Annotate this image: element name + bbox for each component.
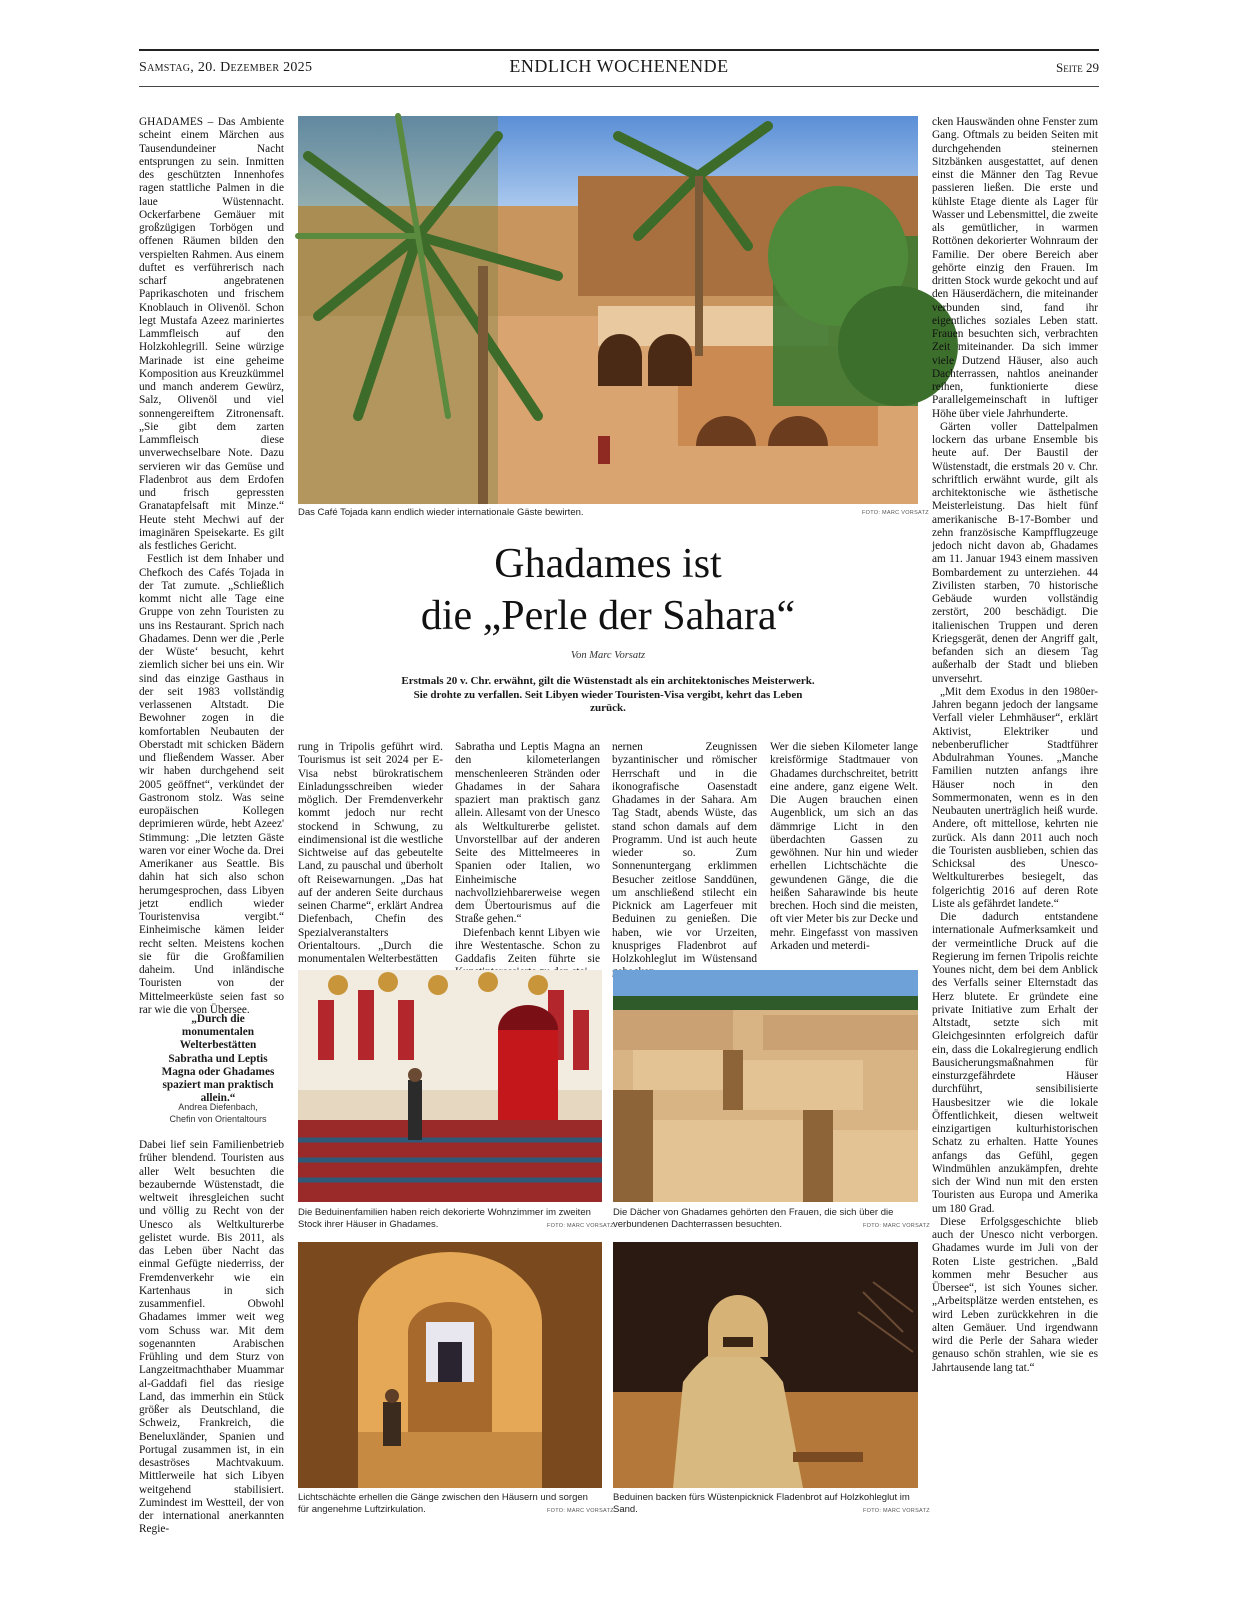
photo-4-caption: Beduinen backen fürs Wüstenpicknick Fladenbrot auf Holzkohleglut im Sand. xyxy=(613,1492,910,1515)
text-column-6 xyxy=(932,116,1098,1550)
living-room-image xyxy=(298,970,602,1202)
issue-date: Samstag, 20. Dezember 2025 xyxy=(139,60,313,75)
text-column-2 xyxy=(298,741,443,963)
corridor-image xyxy=(298,1242,602,1488)
photo-3-caption: Lichtschächte erhellen die Gänge zwischen den Häusern und sorgen für angenehme Luftzirkulation. xyxy=(298,1492,588,1515)
bedouin-image xyxy=(613,1242,918,1488)
text-column-3 xyxy=(455,741,600,963)
photo-bedouin-baking xyxy=(613,1242,918,1488)
courtyard-image xyxy=(298,116,918,504)
photo-4-credit: FOTO: MARC VORSATZ xyxy=(863,1508,930,1514)
paragraph: Die dadurch entstandene internationale Aufmerksamkeit und der vermeintliche Druck auf die Regierung im fernen Tripolis reichte Younes nicht, dem bei dem Anblick des Verfalls seiner Elternstadt das Herz blutete. Er gründete eine private Initiative zum Erhalt der Altstadt, setzte sich mit Gleichgesinnten erfolgreich dafür ein, dass die Lokalregierung endlich Bausicherungsmaßnahmen für einsturzgefährdete Häuser durchführt, sensibilisierte Hausbesitzer wie die lokale Öffentlichkeit, diesen weltweit einzigartigen kulturhistorischen Schatz zu erhalten. Hatte Younes anfangs das Gefühl, gegen Windmühlen anzukämpfen, drehte sich der Wind nun mit den ersten Touristen aus Europa und Amerika um 180 Grad. xyxy=(932,911,1098,1215)
header-bottom-rule xyxy=(139,86,1099,87)
article-headline xyxy=(298,538,918,642)
paragraph: Festlich ist dem Inhaber und Chefkoch des Cafés Tojada in der Tat zumute. „Schließlich kommt nicht alle Tage eine Gruppe von zehn Touristen zu uns ins Restaurant. Sprich nach Ghadames. Denn wer die ‚Perle der Wüste‘ besucht, kehrt ziemlich sicher bei uns ein. Wir sind das einzige Gasthaus in der seit 1983 vollständig verlassenen Altstadt. Die Bewohner zogen in die komfortablen Neubauten der Oberstadt mit schicken Bädern und fließendem Wasser. Aber wir haben durchgehend seit 2005 geöffnet“, verkündet der Gastronom stolz. Was seine europäischen Kollegen deprimieren würde, hebt Azeez' Stimmung: „Die letzten Gäste waren vor einer Woche da. Drei Amerikaner aus Seattle. Bis dahin hat sich also schon herumgesprochen, dass Libyen jetzt endlich wieder Touristenvisa vergibt.“ Einheimische kämen leider recht selten. Meistens kochen sie für die Großfamilien daheim. Und inländische Touristen von der Mittelmeerküste seien fast so rar wie die von Übersee. xyxy=(139,553,284,1016)
text-column-1-bottom xyxy=(139,1139,284,1549)
text-column-5 xyxy=(770,741,918,963)
paragraph: GHADAMES – Das Ambiente scheint einem Märchen aus Tausendundeiner Nacht entsprungen zu sein. Inmitten des geschützten Innenhofes ragen stattliche Palmen in die laue Wüstennacht. Ockerfarbene Gemäuer mit großzügigen Torbögen und offenen Räumen bilden den verspielten Rahmen. Aus einem duftet es verführerisch nach scharf angebratenen Paprikaschoten und frischem Knoblauch in Olivenöl. Schon legt Mustafa Azeez mariniertes Lammfleisch auf den Holzkohlegrill. Seine würzige Marinade ist eine geheime Komposition aus Kreuzkümmel und manch anderem Gewürz, Salz, Olivenöl und viel sonnengereiftem Zitronensaft. „Sie gibt dem zarten Lammfleisch diese unverwechselbare Note. Dazu servieren wir das Gemüse und Fladenbrot aus dem Erdofen und frisch gepressten Granatapfelsaft mit Minze.“ Heute steht Mechwi auf der imaginären Speisekarte. Es gilt als festliches Gericht. xyxy=(139,116,284,552)
photo-1-credit: FOTO: MARC VORSATZ xyxy=(547,1223,614,1229)
photo-1-caption: Die Beduinenfamilien haben reich dekorierte Wohnzimmer im zweiten Stock ihrer Häuser in Ghadames. xyxy=(298,1207,591,1230)
paragraph: Sabratha und Leptis Magna an den kilometerlangen menschenleeren Stränden oder Ghadames in der Sahara spaziert man praktisch ganz allein. Allesamt von der Unesco als Weltkulturerbe gelistet. Unvorstellbar auf der anderen Seite des Mittelmeeres in Spanien oder Italien, wo Einheimische nachvollziehbarerweise wegen dem Übertourismus auf die Straße gehen.“ xyxy=(455,741,600,926)
photo-2-caption: Die Dächer von Ghadames gehörten den Frauen, die sich über die verbundenen Dachterrassen besuchten. xyxy=(613,1207,894,1230)
photo-2-credit: FOTO: MARC VORSATZ xyxy=(863,1223,930,1229)
photo-bedouin-living-room xyxy=(298,970,602,1202)
page-header xyxy=(139,56,1099,80)
paragraph: „Mit dem Exodus in den 1980er-Jahren begann jedoch der langsame Verfall vieler Lehmhäuser“, erklärt Aktivist, Elektriker und nebenberuflicher Stadtführer Abdulrahman Younes. „Manche Familien nutzten anfangs ihre Häuser noch in den Sommermonaten, wenn es in den Neubauten unerträglich heiß wurde. Andere, oft mittellose, kehrten nie zurück. Als dann 2011 auch noch die Touristen ausblieben, schien das Schicksal des Unesco-Weltkulturerbes besiegelt, das folgerichtig 2016 auf deren Rote Liste als gefährdet landete.“ xyxy=(932,685,1098,910)
photo-corridor xyxy=(298,1242,602,1488)
article-byline: Von Marc Vorsatz xyxy=(570,650,646,661)
main-photo-cafe-courtyard xyxy=(298,116,918,504)
text-column-4 xyxy=(612,741,757,963)
section-title: ENDLICH WOCHENENDE xyxy=(509,56,729,76)
paragraph: nernen Zeugnissen byzantinischer und römischer Herrschaft und in die ikonografische Oasenstadt Ghadames in der Sahara. Am Tag Stadt, abends Wüste, das stand schon damals auf dem Programm. Und ist auch heute wieder so. Zum Sonnenuntergang erklimmen Besucher zeitlose Sanddünen, um anschließend stilecht ein Picknick am Lagerfeuer mit Beduinen zu genießen. Die haben, wie vor Urzeiten, knuspriges Fladenbrot auf Holzkohleglut im Wüstensand xyxy=(612,741,757,965)
photo-3-credit: FOTO: MARC VORSATZ xyxy=(547,1508,614,1514)
pull-quote-author: Andrea Diefenbach, xyxy=(178,1102,258,1112)
text-column-1-top xyxy=(139,116,284,1016)
main-photo-caption: Das Café Tojada kann endlich wieder internationale Gäste bewirten. xyxy=(298,507,584,518)
main-photo-credit: FOTO: MARC VORSATZ xyxy=(862,510,929,516)
paragraph: rung in Tripolis geführt wird. Tourismus ist seit 2024 per E-Visa nebst bürokratischem Einladungsschreiben wieder möglich. Der Fremdenverkehr kommt jedoch nur recht stockend in Schwung, zu eindimensional ist die westliche Sichtweise auf das gebeutelte Land, zu pauschal und überholt oft Reisewarnungen. „Das hat auf der anderen Seite durchaus seinen Charme“, erklärt Andrea Diefenbach, Chefin des Spezialveranstalters Orientaltours. „Durch die monumentalen Welterbestätten xyxy=(298,741,443,965)
paragraph: Wer die sieben Kilometer lange kreisförmige Stadtmauer von Ghadames durchschreitet, betritt eine andere, ganz eigene Welt. Die Augen brauchen einen Augenblick, um sich an das dämmrige Licht in den überdachten Gassen zu gewöhnen. Nur hin und wieder erhellen Lichtschächte die gewundenen Gänge, die die heißen Saharawinde bis heute brechen. Hoch sind die meisten, oft vier Meter bis zur Decke und mehr. Eingefasst von massiven Arkaden und meterdi- xyxy=(770,741,918,952)
paragraph: Diese Erfolgsgeschichte blieb auch der Unesco nicht verborgen. Ghadames wurde im Juli von der Roten Liste gestrichen. „Bald kommen mehr Besucher aus Übersee“, ist sich Younes sicher. „Arbeitsplätze werden entstehen, es wird Leben zurückkehren in die alten Gemäuer. Und irgendwann wird die Perle der Sahara wieder genauso schön strahlen, wie sie es Jahrtausende lang tat.“ xyxy=(932,1215,1098,1374)
pull-quote-author-role: Chefin von Orientaltours xyxy=(169,1114,267,1124)
header-top-rule xyxy=(139,49,1099,51)
paragraph: Gärten voller Dattelpalmen lockern das urbane Ensemble bis heute auf. Der Baustil der Wüstenstadt, die erstmals 20 v. Chr. schriftlich erwähnt wurde, gilt als architektonische wie ästhetische Meisterleistung. Das hielt fünf amerikanische B-17-Bomber und zehn französische Kampfflugzeuge jedoch nicht davon ab, Ghadames am 11. Januar 1943 einem massiven Bombardement zu unterziehen. 44 Zivilisten starben, 70 historische Gebäude wurden vollständig zerstört, 200 beschädigt. Die italienischen Truppen und deren Kriegsgerät, denen der Angriff galt, befanden sich an diesem Tag außerhalb der Stadt und blieben unversehrt. xyxy=(932,420,1098,685)
photo-rooftops xyxy=(613,970,918,1202)
rooftops-image xyxy=(613,970,918,1202)
paragraph: Dabei lief sein Familienbetrieb früher blendend. Touristen aus aller Welt besuchten die bezaubernde Wüstenstadt, die weltweit ihresgleichen sucht und völlig zu Recht von der Unesco als Weltkulturerbe gelistet wurde. Bis 2011, als das Leben über Nacht das einmal Gefügte niederriss, der Fremdenverkehr wie ein Kartenhaus in sich zusammenfiel. Obwohl Ghadames immer weit weg vom Schuss war. Mit dem sogenannten Arabischen Frühling und dem Sturz von Langzeitmachthaber Muammar al-Gaddafi fiel das riesige Land, das immerhin ein Stück größer als Deutschland, die Schweiz, Frankreich, die Beneluxländer, Spanien und Portugal zusammen ist, in ein desaströses Machtvakuum. Mittlerweile hat sich Libyen weitgehend stabilisiert. Zumindest im Westteil, der von der international anerkannten Regie- xyxy=(139,1139,284,1536)
page-number: Seite 29 xyxy=(1056,60,1099,75)
paragraph: Diefenbach kennt Libyen wie ihre Westentasche. Schon zu Gaddafis Zeiten führte sie xyxy=(455,926,600,965)
pull-quote-source xyxy=(150,1101,286,1125)
headline-line-1: Ghadames ist xyxy=(494,541,722,587)
pull-quote: „Durch die monumentalen Welterbestätten Sabratha und Leptis Magna oder Ghadames spaziert man praktisch allein.“ xyxy=(161,1013,275,1105)
article-lead: Erstmals 20 v. Chr. erwähnt, gilt die Wüstenstadt als ein architektonisches Meisterwerk. Sie drohte zu verfallen. Seit Libyen wieder Touristen-Visa vergibt, kehrt das Leben zurück. xyxy=(401,675,815,714)
headline-line-2: die „Perle der Sahara“ xyxy=(420,593,796,639)
paragraph: cken Hauswänden ohne Fenster zum Gang. Oftmals zu beiden Seiten mit durchgehenden steinernen Sitzbänken ausgestattet, auf denen einst die Männer den Tag Revue passieren ließen. Die erste und kühlste Etage diente als Lager für Wasser und Lebensmittel, die zweite als gemütlicher, in warmen Rottönen dekorierter Wohnraum der Familie. Der obere Bereich aber gehörte einzig den Frauen. Im dritten Stock wurde gekocht und auf den Häuserdächern, die miteinander verbunden sind, fand ihr eigentliches soziales Leben statt. Frauen besuchten sich, verbrachten Zeit miteinander. Da sich immer viele Dutzend Häuser, also auch Dachterrassen, nahtlos aneinander reihen, funktionierte diese Parallelgemeinschaft in luftiger Höhe über viele Jahrhunderte. xyxy=(932,116,1098,420)
